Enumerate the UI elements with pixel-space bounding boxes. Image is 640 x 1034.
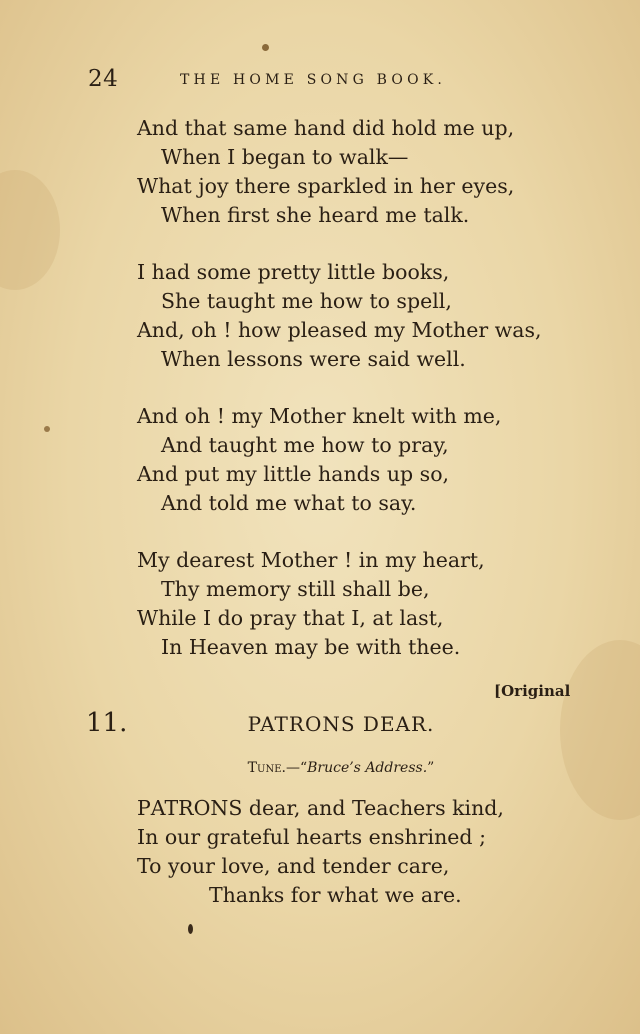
verse-line: And taught me how to pray, xyxy=(161,433,449,457)
paper-stain xyxy=(0,170,60,290)
verse-line: In Heaven may be with thee. xyxy=(161,635,461,659)
stanza xyxy=(137,546,577,662)
page-header xyxy=(0,66,640,96)
verse-line: Thy memory still shall be, xyxy=(161,577,430,601)
tune-close: ” xyxy=(427,760,435,776)
verse-line: I had some pretty little books, xyxy=(137,260,450,284)
verse-line: And oh ! my Mother knelt with me, xyxy=(137,404,502,428)
tune-name: Bruce’s Address. xyxy=(307,760,428,776)
stanza xyxy=(137,258,577,374)
paper-stain xyxy=(44,426,50,432)
stanza xyxy=(137,114,577,230)
song-number: 11. xyxy=(86,708,128,738)
first-line-rest: dear, and Teachers kind, xyxy=(242,796,504,820)
verse-line: And, oh ! how pleased my Mother was, xyxy=(137,318,542,342)
original-note: [Original xyxy=(494,682,571,700)
verse-line: My dearest Mother ! in my heart, xyxy=(137,548,485,572)
verse-line: And that same hand did hold me up, xyxy=(137,116,515,140)
verse-line xyxy=(137,794,577,823)
stanza xyxy=(137,402,577,518)
verse-line: While I do pray that I, at last, xyxy=(137,606,444,630)
song-verse xyxy=(137,794,577,910)
paper-stain xyxy=(188,924,193,934)
verse-line: And put my little hands up so, xyxy=(137,462,450,486)
first-letter: P xyxy=(137,796,151,820)
running-title: THE HOME SONG BOOK. xyxy=(180,72,447,88)
first-word-rest: ATRONS xyxy=(150,796,243,820)
verse-line: And told me what to say. xyxy=(161,491,417,515)
verse-line: When I began to walk— xyxy=(161,145,409,169)
tune-line xyxy=(0,760,640,776)
verse-line: She taught me how to spell, xyxy=(161,289,452,313)
verse-line: When first she heard me talk. xyxy=(161,203,470,227)
song-title: PATRONS DEAR. xyxy=(247,712,435,736)
verse-line: What joy there sparkled in her eyes, xyxy=(137,174,515,198)
verse-line: In our grateful hearts enshrined ; xyxy=(137,825,486,849)
paper-stain xyxy=(262,44,269,51)
verse-line: Thanks for what we are. xyxy=(209,883,462,907)
verse-line: To your love, and tender care, xyxy=(137,854,450,878)
page-number: 24 xyxy=(88,66,119,92)
verse-line: When lessons were said well. xyxy=(161,347,466,371)
tune-label: Tune.—“ xyxy=(247,760,308,776)
poem-verses xyxy=(137,114,577,690)
